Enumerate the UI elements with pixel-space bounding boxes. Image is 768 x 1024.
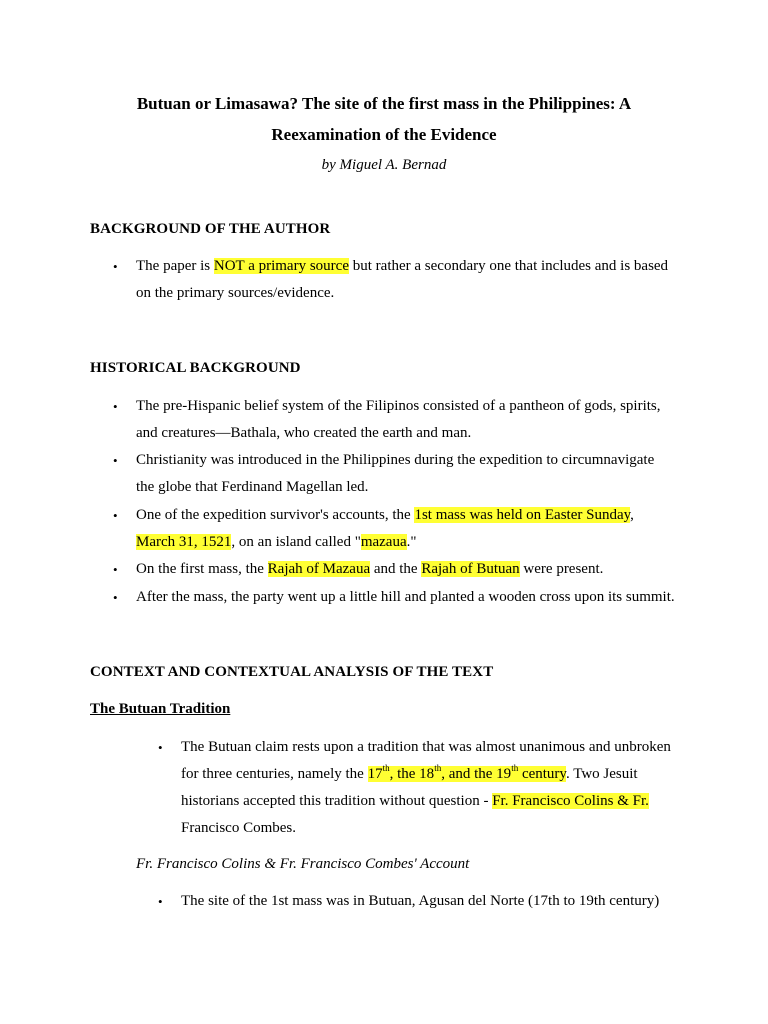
highlight: 1st mass was held on Easter Sunday: [414, 507, 631, 523]
list-item: • On the first mass, the Rajah of Mazaua and the Rajah of Butuan were present.: [136, 556, 603, 583]
list-item: • After the mass, the party went up a little hill and planted a wooden cross upon its summit.: [136, 584, 675, 611]
bullet-icon: •: [113, 399, 118, 414]
highlight: NOT a primary source: [213, 258, 349, 274]
heading-context-analysis: CONTEXT AND CONTEXTUAL ANALYSIS OF THE TEXT: [90, 664, 494, 680]
highlight: Rajah of Butuan: [421, 561, 520, 577]
bullet-icon: •: [158, 740, 163, 755]
list-item: • The paper is NOT a primary source but rather a secondary one that includes and is based on the primary sources/evidence.: [136, 253, 668, 307]
subheading-colins-combes-account: Fr. Francisco Colins & Fr. Francisco Combes' Account: [136, 856, 470, 872]
highlight: Fr. Francisco Colins & Fr.: [492, 793, 649, 809]
document-title-line-1: Butuan or Limasawa? The site of the first mass in the Philippines: A: [136, 94, 632, 113]
list-item: • Christianity was introduced in the Philippines during the expedition to circumnavigate the globe that Ferdinand Magellan led.: [136, 447, 654, 501]
highlight: 17th, the 18th, and the 19th century: [367, 763, 566, 782]
list-item: • The site of the 1st mass was in Butuan, Agusan del Norte (17th to 19th century): [181, 888, 659, 915]
bullet-icon: •: [113, 259, 118, 274]
heading-historical-background: HISTORICAL BACKGROUND: [90, 360, 301, 376]
highlight: Rajah of Mazaua: [267, 561, 371, 577]
list-item: • The Butuan claim rests upon a tradition that was almost unanimous and unbroken for three centuries, namely the 17th, the 18th, and the 19th century. Two Jesuit historians accepted this tradition without question - Fr. Francisco Colins & Fr. Francisco Combes.: [181, 734, 671, 842]
document-title-line-2: Reexamination of the Evidence: [271, 125, 497, 144]
list-item: • The pre-Hispanic belief system of the Filipinos consisted of a pantheon of gods, spirits, and creatures—Bathala, who created the earth and man.: [136, 393, 661, 447]
highlight: mazaua: [360, 534, 407, 550]
highlight: March 31, 1521: [136, 534, 232, 550]
heading-background-of-author: BACKGROUND OF THE AUTHOR: [90, 221, 331, 237]
bullet-icon: •: [113, 453, 118, 468]
bullet-icon: •: [158, 894, 163, 909]
bullet-icon: •: [113, 508, 118, 523]
author-byline: by Miguel A. Bernad: [321, 157, 447, 173]
bullet-icon: •: [113, 562, 118, 577]
list-item: • One of the expedition survivor's accounts, the 1st mass was held on Easter Sunday, March 31, 1521, on an island called "mazaua.": [136, 502, 634, 556]
subheading-butuan-tradition: The Butuan Tradition: [90, 701, 231, 717]
bullet-icon: •: [113, 590, 118, 605]
